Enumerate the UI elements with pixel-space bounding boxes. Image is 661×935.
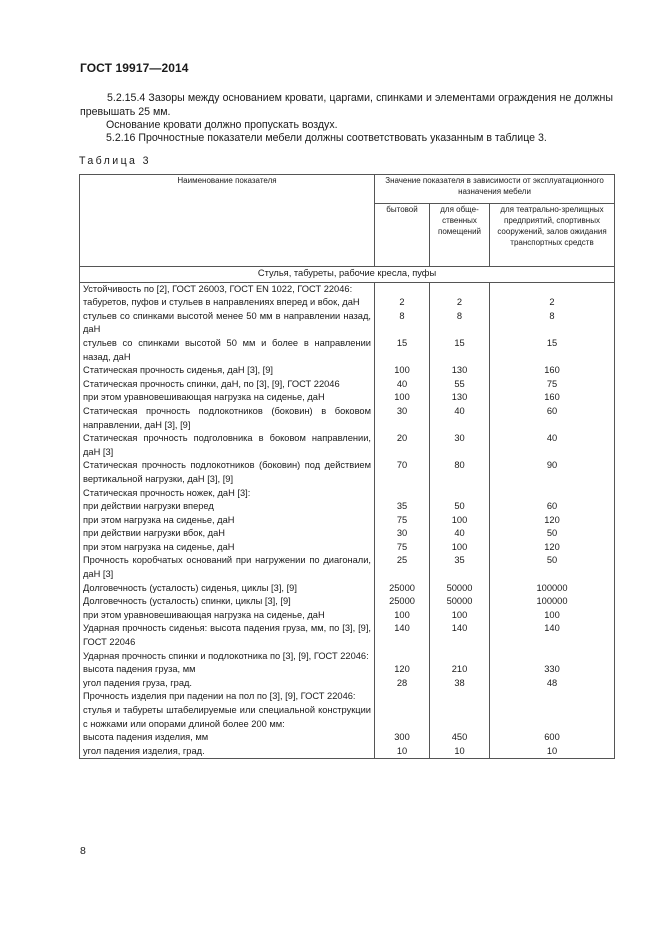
value-household-cell: 8 xyxy=(375,310,430,337)
paragraph-5-2-15-4: 5.2.15.4 Зазоры между основанием кровати, царгами, спинками и элементами ограждения не должны превышать 25 мм. xyxy=(80,92,613,118)
value-theatre-cell: 160 xyxy=(490,391,615,405)
indicator-cell: Долговечность (усталость) сиденья, циклы [3], [9] xyxy=(80,582,375,596)
table-row xyxy=(80,459,615,486)
value-theatre-cell: 160 xyxy=(490,364,615,378)
value-household-cell: 30 xyxy=(375,527,430,541)
indicator-cell: угол падения изделия, град. xyxy=(80,745,375,759)
value-public-cell: 100 xyxy=(430,609,490,623)
indicator-cell: Ударная прочность сиденья: высота падения груза, мм, по [3], [9], ГОСТ 22046 xyxy=(80,622,375,649)
indicator-cell: при этом уравновешивающая нагрузка на сиденье, даН xyxy=(80,609,375,623)
table-row xyxy=(80,677,615,691)
table-row xyxy=(80,595,615,609)
table-row xyxy=(80,663,615,677)
value-theatre-cell xyxy=(490,282,615,296)
document-header: ГОСТ 19917—2014 xyxy=(80,61,189,75)
value-public-cell: 50000 xyxy=(430,582,490,596)
table-row xyxy=(80,582,615,596)
indicator-cell: Статическая прочность подлокотников (боковин) под действием вертикальной нагрузки, даН [3], [9] xyxy=(80,459,375,486)
page-number: 8 xyxy=(80,845,86,857)
value-household-cell: 100 xyxy=(375,609,430,623)
indicator-cell: Долговечность (усталость) спинки, циклы [3], [9] xyxy=(80,595,375,609)
section-title: Стулья, табуреты, рабочие кресла, пуфы xyxy=(80,267,615,283)
indicator-cell: при этом нагрузка на сиденье, даН xyxy=(80,541,375,555)
indicator-cell: при этом уравновешивающая нагрузка на сиденье, даН xyxy=(80,391,375,405)
value-theatre-cell: 10 xyxy=(490,745,615,759)
table-row xyxy=(80,514,615,528)
indicator-cell: при этом нагрузка на сиденье, даН xyxy=(80,514,375,528)
indicator-cell: угол падения груза, град. xyxy=(80,677,375,691)
paragraph-5-2-16: 5.2.16 Прочностные показатели мебели должны соответствовать указанным в таблице 3. xyxy=(106,132,547,144)
value-public-cell xyxy=(430,487,490,501)
value-household-cell: 140 xyxy=(375,622,430,649)
indicator-cell: высота падения груза, мм xyxy=(80,663,375,677)
indicator-cell: Статическая прочность подлокотников (боковин) в боковом направлении, даН [3], [9] xyxy=(80,405,375,432)
value-public-cell xyxy=(430,650,490,664)
value-theatre-cell: 50 xyxy=(490,527,615,541)
value-theatre-cell: 100000 xyxy=(490,595,615,609)
table-row xyxy=(80,650,615,664)
value-household-cell: 15 xyxy=(375,337,430,364)
value-household-cell: 25 xyxy=(375,554,430,581)
value-public-cell xyxy=(430,690,490,704)
value-household-cell: 25000 xyxy=(375,582,430,596)
value-public-cell: 10 xyxy=(430,745,490,759)
table-row xyxy=(80,609,615,623)
value-household-cell: 75 xyxy=(375,514,430,528)
value-theatre-cell: 60 xyxy=(490,500,615,514)
table-row xyxy=(80,310,615,337)
value-household-cell: 100 xyxy=(375,391,430,405)
paragraph-bed-base: Основание кровати должно пропускать воздух. xyxy=(106,119,338,131)
value-public-cell: 40 xyxy=(430,405,490,432)
value-public-cell xyxy=(430,282,490,296)
value-public-cell: 2 xyxy=(430,296,490,310)
indicator-cell: Прочность коробчатых оснований при нагружении по диагонали, даН [3] xyxy=(80,554,375,581)
table-row xyxy=(80,704,615,731)
table-row xyxy=(80,690,615,704)
indicator-cell: стульев со спинками высотой 50 мм и более в направлении назад, даН xyxy=(80,337,375,364)
indicator-cell: Статическая прочность ножек, даН [3]: xyxy=(80,487,375,501)
value-household-cell: 40 xyxy=(375,378,430,392)
table-row xyxy=(80,622,615,649)
value-public-cell: 450 xyxy=(430,731,490,745)
value-household-cell: 28 xyxy=(375,677,430,691)
value-theatre-cell: 140 xyxy=(490,622,615,649)
value-theatre-cell: 50 xyxy=(490,554,615,581)
value-household-cell xyxy=(375,704,430,731)
value-theatre-cell: 120 xyxy=(490,514,615,528)
value-public-cell: 100 xyxy=(430,541,490,555)
value-household-cell: 20 xyxy=(375,432,430,459)
value-theatre-cell: 75 xyxy=(490,378,615,392)
value-household-cell: 2 xyxy=(375,296,430,310)
value-household-cell: 25000 xyxy=(375,595,430,609)
indicator-cell: Устойчивость по [2], ГОСТ 26003, ГОСТ EN 1022, ГОСТ 22046: xyxy=(80,282,375,296)
table-row xyxy=(80,731,615,745)
indicator-cell: стульев со спинками высотой менее 50 мм в направлении назад, даН xyxy=(80,310,375,337)
table-row xyxy=(80,554,615,581)
value-public-cell: 38 xyxy=(430,677,490,691)
value-public-cell: 35 xyxy=(430,554,490,581)
value-theatre-cell: 100000 xyxy=(490,582,615,596)
value-public-cell xyxy=(430,704,490,731)
header-indicator-name: Наименование показателя xyxy=(80,175,375,267)
value-public-cell: 50 xyxy=(430,500,490,514)
value-household-cell: 70 xyxy=(375,459,430,486)
indicator-cell: Статическая прочность спинки, даН, по [3], [9], ГОСТ 22046 xyxy=(80,378,375,392)
indicator-cell: Статическая прочность подголовника в боковом направлении, даН [3] xyxy=(80,432,375,459)
value-public-cell: 40 xyxy=(430,527,490,541)
table-caption: Таблица 3 xyxy=(79,155,151,167)
value-household-cell xyxy=(375,282,430,296)
value-public-cell: 130 xyxy=(430,391,490,405)
value-theatre-cell xyxy=(490,690,615,704)
value-theatre-cell: 600 xyxy=(490,731,615,745)
value-public-cell: 50000 xyxy=(430,595,490,609)
value-theatre-cell: 40 xyxy=(490,432,615,459)
table-row xyxy=(80,378,615,392)
value-theatre-cell: 100 xyxy=(490,609,615,623)
table-row xyxy=(80,337,615,364)
value-household-cell: 75 xyxy=(375,541,430,555)
table-row xyxy=(80,391,615,405)
value-public-cell: 55 xyxy=(430,378,490,392)
value-theatre-cell: 8 xyxy=(490,310,615,337)
table-row xyxy=(80,364,615,378)
value-household-cell xyxy=(375,650,430,664)
value-public-cell: 130 xyxy=(430,364,490,378)
indicator-cell: Статическая прочность сиденья, даН [3], [9] xyxy=(80,364,375,378)
indicator-cell: высота падения изделия, мм xyxy=(80,731,375,745)
table-row xyxy=(80,527,615,541)
value-theatre-cell xyxy=(490,650,615,664)
value-theatre-cell: 2 xyxy=(490,296,615,310)
value-household-cell: 300 xyxy=(375,731,430,745)
value-household-cell: 30 xyxy=(375,405,430,432)
indicator-cell: стулья и табуреты штабелируемые или специальной конструкции с ножками или опорами длиной более 200 мм: xyxy=(80,704,375,731)
table-row xyxy=(80,745,615,759)
value-household-cell xyxy=(375,487,430,501)
table-row xyxy=(80,405,615,432)
value-theatre-cell: 330 xyxy=(490,663,615,677)
value-public-cell: 140 xyxy=(430,622,490,649)
indicator-cell: при действии нагрузки вбок, даН xyxy=(80,527,375,541)
value-theatre-cell: 15 xyxy=(490,337,615,364)
header-household: бытовой xyxy=(375,204,430,267)
value-public-cell: 100 xyxy=(430,514,490,528)
value-household-cell: 120 xyxy=(375,663,430,677)
value-theatre-cell: 120 xyxy=(490,541,615,555)
indicator-cell: Ударная прочность спинки и подлокотника по [3], [9], ГОСТ 22046: xyxy=(80,650,375,664)
indicator-cell: табуретов, пуфов и стульев в направлениях вперед и вбок, даН xyxy=(80,296,375,310)
table-row xyxy=(80,500,615,514)
value-theatre-cell xyxy=(490,704,615,731)
value-household-cell: 100 xyxy=(375,364,430,378)
indicator-cell: при действии нагрузки вперед xyxy=(80,500,375,514)
indicator-cell: Прочность изделия при падении на пол по [3], [9], ГОСТ 22046: xyxy=(80,690,375,704)
value-public-cell: 8 xyxy=(430,310,490,337)
table-row xyxy=(80,487,615,501)
header-value-group: Значение показателя в зависимости от эксплуатационного назначения мебели xyxy=(375,175,615,204)
header-theatre-sports-transport: для театрально-зрелищных предприятий, спортивных сооружений, залов ожидания транспортных средств xyxy=(490,204,615,267)
table-row xyxy=(80,541,615,555)
table-row xyxy=(80,432,615,459)
value-public-cell: 210 xyxy=(430,663,490,677)
value-theatre-cell: 60 xyxy=(490,405,615,432)
value-household-cell: 35 xyxy=(375,500,430,514)
value-theatre-cell xyxy=(490,487,615,501)
strength-table xyxy=(79,174,615,759)
value-public-cell: 80 xyxy=(430,459,490,486)
header-public-premises: для обще-ственных помещений xyxy=(430,204,490,267)
table-row xyxy=(80,296,615,310)
value-household-cell xyxy=(375,690,430,704)
value-public-cell: 30 xyxy=(430,432,490,459)
value-household-cell: 10 xyxy=(375,745,430,759)
table-row xyxy=(80,282,615,296)
value-theatre-cell: 90 xyxy=(490,459,615,486)
value-theatre-cell: 48 xyxy=(490,677,615,691)
value-public-cell: 15 xyxy=(430,337,490,364)
